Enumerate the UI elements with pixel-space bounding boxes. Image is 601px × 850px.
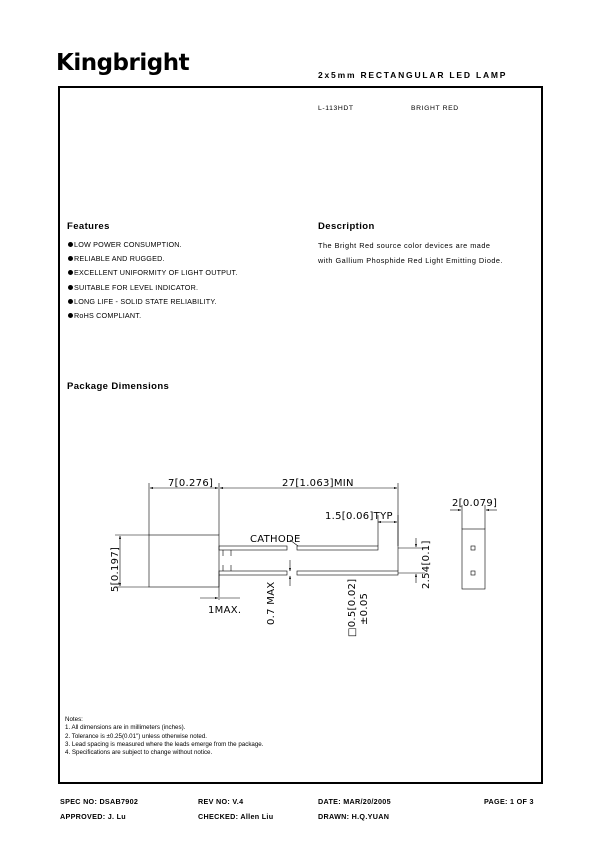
product-title: 2x5mm RECTANGULAR LED LAMP — [318, 70, 508, 80]
list-item: EXCELLENT UNIFORMITY OF LIGHT OUTPUT. — [68, 266, 238, 280]
dim-tolerance: ±0.05 — [359, 592, 370, 625]
lead-lower-far — [297, 571, 398, 575]
note-item: 1. All dimensions are in millimeters (inches). — [65, 724, 186, 732]
dim-0-7-max: 0.7 MAX — [266, 581, 277, 625]
part-number: L-113HDT — [318, 105, 354, 112]
notes-title: Notes: — [65, 716, 83, 723]
list-item: RELIABLE AND RUGGED. — [68, 252, 238, 266]
description-heading: Description — [318, 221, 375, 232]
company-logo: Kingbright — [56, 50, 190, 76]
dim-1max: 1MAX. — [208, 605, 242, 616]
dim-lead-step: 1.5[0.06]TYP — [325, 511, 393, 522]
list-item: RoHS COMPLIANT. — [68, 309, 238, 323]
cathode-label: CATHODE — [250, 534, 301, 545]
date: DATE: MAR/20/2005 — [318, 797, 391, 806]
dim-lead-size: □0.5[0.02] — [347, 578, 358, 637]
note-item: 2. Tolerance is ±0.25(0.01") unless otherwise noted. — [65, 732, 208, 740]
approved-by: APPROVED: J. Lu — [60, 812, 127, 821]
dim-spacing: 2.54[0.1] — [421, 540, 432, 589]
part-color: BRIGHT RED — [411, 105, 459, 112]
description-line: with Gallium Phosphide Red Light Emitting Diode. — [318, 256, 504, 265]
features-heading: Features — [67, 221, 110, 232]
dim-body-length: 7[0.276] — [168, 478, 214, 489]
lead-lower-near — [219, 571, 287, 575]
dim-height: 5[0.197] — [110, 546, 121, 592]
rev-no: REV NO: V.4 — [198, 797, 244, 806]
led-body — [149, 535, 219, 587]
dim-width: 2[0.079] — [452, 498, 498, 509]
note-item: 3. Lead spacing is measured where the leads emerge from the package. — [65, 740, 264, 748]
package-dimensions-heading: Package Dimensions — [67, 381, 170, 392]
list-item: LOW POWER CONSUMPTION. — [68, 238, 238, 252]
page-number: PAGE: 1 OF 3 — [484, 797, 534, 806]
list-item: LONG LIFE - SOLID STATE RELIABILITY. — [68, 295, 238, 309]
lead-upper-far — [297, 546, 378, 550]
note-item: 4. Specifications are subject to change without notice. — [65, 749, 213, 757]
description-line: The Bright Red source color devices are made — [318, 241, 491, 250]
side-view-body — [462, 529, 485, 589]
list-item: SUITABLE FOR LEVEL INDICATOR. — [68, 281, 238, 295]
checked-by: CHECKED: Allen Liu — [198, 812, 274, 821]
spec-no: SPEC NO: DSAB7902 — [60, 797, 139, 806]
notes — [65, 716, 263, 757]
dim-lead-length: 27[1.063]MIN — [282, 478, 354, 489]
lead-upper-near — [219, 546, 287, 550]
drawn-by: DRAWN: H.Q.YUAN — [318, 812, 390, 821]
